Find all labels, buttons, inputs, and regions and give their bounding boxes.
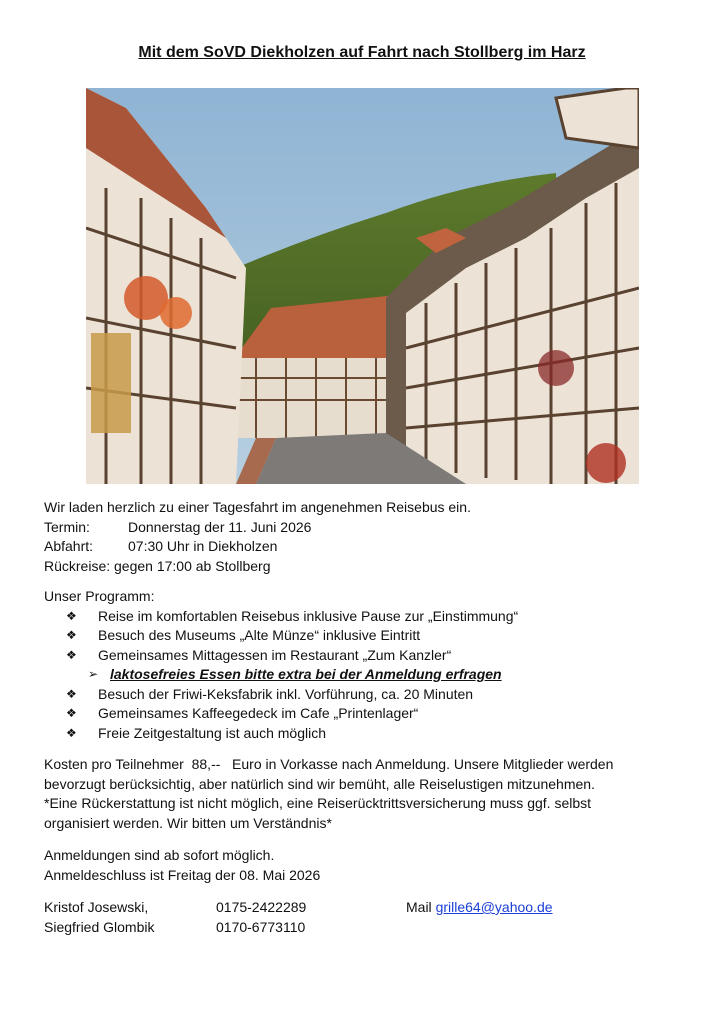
program-item-text: Reise im komfortablen Reisebus inklusive Pause zur „Einstimmung“ — [98, 607, 519, 624]
registration-block — [44, 846, 320, 885]
termin-value: Donnerstag der 11. Juni 2026 — [128, 518, 312, 535]
bullet-diamond-icon: ❖ — [66, 706, 77, 720]
program-sub-item — [44, 665, 518, 685]
abfahrt-value: 07:30 Uhr in Diekholzen — [128, 538, 278, 554]
contact-phone: 0170-6773110 — [216, 918, 306, 935]
mail-row — [406, 898, 553, 918]
program-item — [44, 724, 518, 744]
bullet-diamond-icon: ❖ — [66, 608, 77, 623]
mail-label: Mail — [406, 899, 432, 915]
registration-line: Anmeldungen sind ab sofort möglich. — [44, 847, 275, 863]
intro-block — [44, 498, 471, 576]
program-item-text: Besuch der Friwi-Keksfabrik inkl. Vorführung, ca. 20 Minuten — [98, 685, 474, 702]
contact-phone: 0175-2422289 — [216, 899, 307, 915]
contact-name: Kristof Josewski, — [44, 899, 149, 915]
abfahrt-label: Abfahrt: — [44, 538, 94, 554]
program-item — [44, 646, 518, 666]
program-item-text: Freie Zeitgestaltung ist auch möglich — [98, 724, 326, 741]
termin-label: Termin: — [44, 518, 90, 535]
program-item-text: Gemeinsames Kaffeegedeck im Cafe „Printenlager“ — [98, 705, 419, 721]
termin-row — [44, 518, 471, 538]
costs-line: organisiert werden. Wir bitten um Verständnis* — [44, 814, 332, 831]
program-item-text: Besuch des Museums „Alte Münze“ inklusive Eintritt — [98, 627, 421, 643]
contact-name: Siegfried Glombik — [44, 918, 155, 935]
page-title: Mit dem SoVD Diekholzen auf Fahrt nach Stollberg im Harz — [138, 44, 586, 61]
mail-link[interactable]: grille64@yahoo.de — [435, 899, 553, 915]
program-item — [44, 607, 518, 627]
bullet-diamond-icon: ❖ — [66, 725, 77, 740]
bullet-diamond-icon: ❖ — [66, 686, 77, 701]
program-item — [44, 704, 518, 724]
costs-line: Kosten pro Teilnehmer 88,-- Euro in Vorkasse nach Anmeldung. Unsere Mitglieder werden — [44, 756, 614, 772]
street-photo — [86, 88, 639, 484]
program-sub-item-text: laktosefreies Essen bitte extra bei der Anmeldung erfragen — [110, 666, 502, 682]
costs-block — [44, 755, 613, 833]
program-item — [44, 685, 518, 705]
program-item — [44, 626, 518, 646]
program-heading: Unser Programm: — [44, 588, 155, 604]
arrow-bullet-icon: ➢ — [88, 667, 99, 681]
rueckreise-line: Rückreise: gegen 17:00 ab Stollberg — [44, 557, 271, 574]
program-item-text: Gemeinsames Mittagessen im Restaurant „Zum Kanzler“ — [98, 646, 452, 663]
costs-line: bevorzugt berücksichtig, aber natürlich sind wir bemüht, alle Reiselustigen mitzunehmen. — [44, 775, 595, 792]
intro-line: Wir laden herzlich zu einer Tagesfahrt im angenehmen Reisebus ein. — [44, 499, 471, 515]
program-block — [44, 587, 518, 743]
abfahrt-row — [44, 537, 471, 557]
bullet-diamond-icon: ❖ — [66, 628, 77, 642]
bullet-diamond-icon: ❖ — [66, 647, 77, 662]
registration-deadline: Anmeldeschluss ist Freitag der 08. Mai 2026 — [44, 866, 321, 883]
costs-line: *Eine Rückerstattung ist nicht möglich, eine Reiserücktrittsversicherung muss ggf. selbst — [44, 795, 592, 811]
